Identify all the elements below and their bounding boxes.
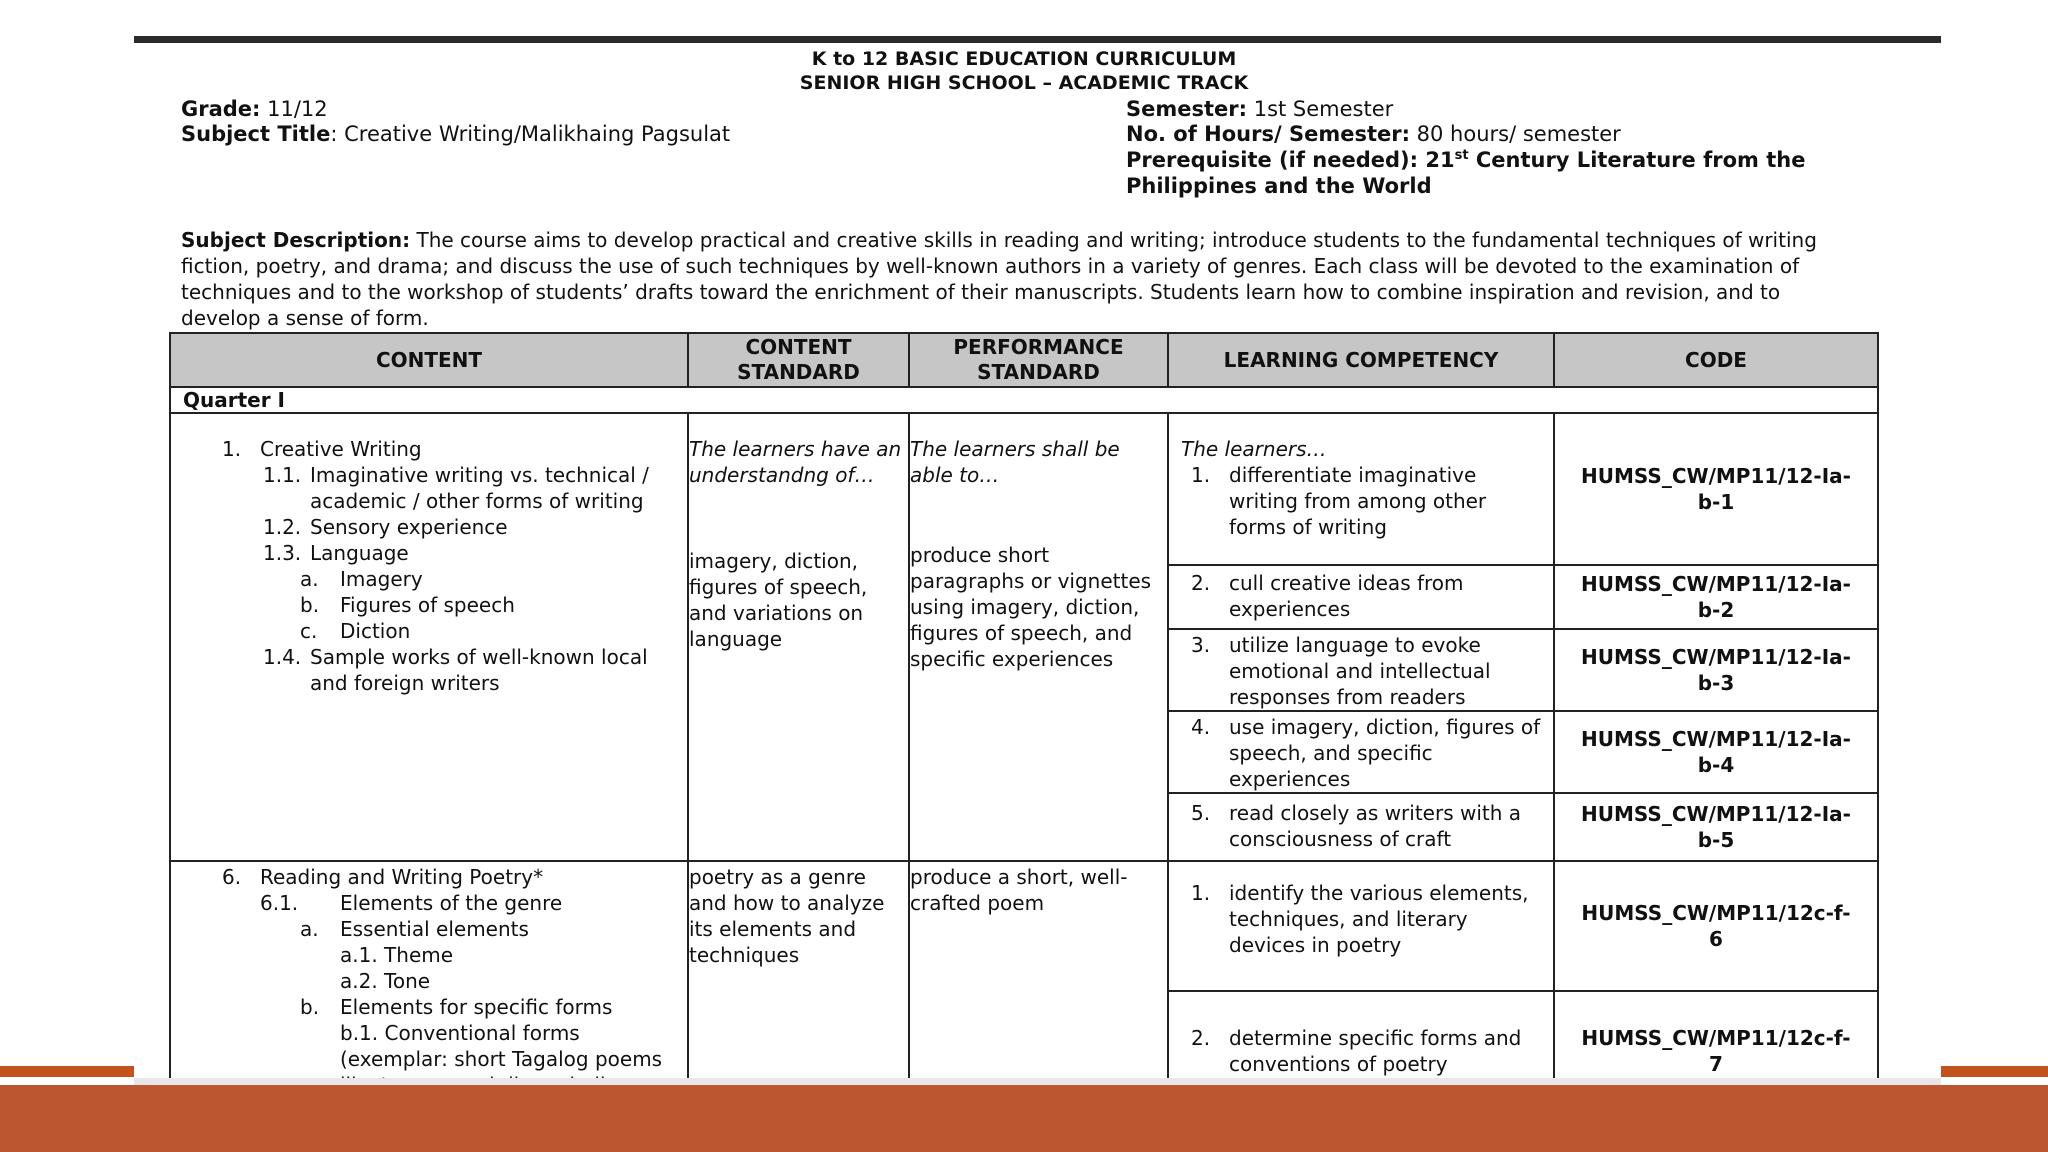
accent-bar-left <box>0 1066 134 1077</box>
competency-num: 3. <box>1191 633 1211 657</box>
outline-text: Imagery <box>340 567 423 591</box>
outline-text: Elements of the genre <box>340 891 563 915</box>
table-row <box>170 861 1878 991</box>
competency-2 <box>1169 570 1553 622</box>
content-standard-cell-2 <box>688 861 909 1111</box>
content-list-item <box>171 942 687 968</box>
header-content: CONTENT <box>170 333 688 387</box>
competency-num: 4. <box>1191 715 1211 739</box>
prereq-label: Prerequisite (if needed): <box>1126 148 1419 172</box>
competency-num: 5. <box>1191 801 1211 825</box>
code-line-a: HUMSS_CW/MP11/12-Ia- <box>1581 572 1851 596</box>
content-cell-2 <box>170 861 688 1111</box>
competency-6 <box>1169 880 1553 958</box>
competency-num: 1. <box>1191 881 1211 905</box>
code-line-b: 6 <box>1709 927 1723 951</box>
subject-value: : Creative Writing/Malikhaing Pagsulat <box>330 122 731 146</box>
outline-number: c. <box>300 619 318 643</box>
competency-cell-1 <box>1168 413 1554 565</box>
outline-number: a. <box>300 567 319 591</box>
content-standard-cell-1 <box>688 413 909 861</box>
outline-text: Sensory experience <box>310 515 508 539</box>
content-cell-1 <box>170 413 688 861</box>
outline-text: Essential elements <box>340 917 529 941</box>
grade-value: 11/12 <box>260 97 328 121</box>
outline-text: (exemplar: short Tagalog poems <box>340 1047 663 1071</box>
grade-label: Grade: <box>181 97 261 121</box>
content-list-item <box>171 566 687 592</box>
header-ps-line1: PERFORMANCE <box>953 335 1124 359</box>
outline-text: Elements for specific forms <box>340 995 613 1019</box>
outline-text: a.2. Tone <box>340 969 431 993</box>
ps-body-1: produce short paragraphs or vignettes using imagery, diction, figures of speech, and specific experiences <box>910 543 1152 671</box>
slide-footer-band <box>0 1085 2048 1152</box>
competency-text: use imagery, diction, figures of speech, and specific experiences <box>1229 715 1541 791</box>
outline-number: b. <box>300 593 320 617</box>
content-list-item <box>171 670 687 696</box>
competency-text: utilize language to evoke emotional and intellectual responses from readers <box>1229 633 1491 709</box>
competency-cell-3 <box>1168 629 1554 711</box>
quarter-row <box>170 387 1878 413</box>
semester-value: 1st Semester <box>1247 97 1394 121</box>
subject-label: Subject Title <box>181 122 331 146</box>
quarter-label: Quarter I <box>170 387 1878 413</box>
code-cell-6 <box>1554 861 1878 991</box>
content-list-2 <box>171 864 687 1098</box>
content-list-item <box>171 462 687 488</box>
outline-text: Diction <box>340 619 411 643</box>
code-line-a: HUMSS_CW/MP11/12-Ia- <box>1581 802 1851 826</box>
prereq-sup: st <box>1454 148 1469 163</box>
content-list-item <box>171 592 687 618</box>
description-text: The course aims to develop practical and creative skills in reading and writing; introduce students to the fundamental techniques of writing fiction, poetry, and drama; and discuss the use of such techniques by well-known authors in a variety of genres. Each class will be devoted to the examination of techniques and to the workshop of students’ drafts toward the enrichment of their manuscripts. Students learn how to combine inspiration and revision, and to develop a sense of form. <box>181 228 1817 330</box>
performance-standard-cell-1 <box>909 413 1168 861</box>
content-list-item <box>171 864 687 890</box>
subject-description <box>181 227 1861 331</box>
outline-number: 6. <box>222 865 242 889</box>
competency-num: 1. <box>1191 463 1211 487</box>
cs-body-2: poetry as a genre and how to analyze its elements and techniques <box>689 865 885 967</box>
content-list-item <box>171 1020 687 1046</box>
lc-intro: The learners… <box>1181 437 1327 461</box>
accent-bar-right <box>1941 1066 2048 1077</box>
competency-text: differentiate imaginative writing from among other forms of writing <box>1229 463 1487 539</box>
outline-number: 1.4. <box>263 645 302 669</box>
subject-title-line <box>181 122 730 146</box>
content-list-item <box>171 540 687 566</box>
competency-text: determine specific forms and conventions of poetry <box>1229 1026 1522 1076</box>
content-list-1 <box>171 436 687 696</box>
code-line-a: HUMSS_CW/MP11/12-Ia- <box>1581 645 1851 669</box>
content-list-item <box>171 488 687 514</box>
outline-number: b. <box>300 995 320 1019</box>
ps-body-2: produce a short, well-crafted poem <box>910 865 1128 915</box>
code-cell-1 <box>1554 413 1878 565</box>
code-line-a: HUMSS_CW/MP11/12c-f- <box>1581 1026 1851 1050</box>
outline-text: b.1. Conventional forms <box>340 1021 580 1045</box>
outline-text: academic / other forms of writing <box>310 489 644 513</box>
header-ps-line2: STANDARD <box>977 360 1100 384</box>
header-performance-standard <box>909 333 1168 387</box>
outline-number: a. <box>300 917 319 941</box>
content-list-item <box>171 436 687 462</box>
content-list-item <box>171 994 687 1020</box>
semester-line <box>1126 97 1393 121</box>
prereq-value-a: 21 <box>1418 148 1455 172</box>
competency-num: 2. <box>1191 571 1211 595</box>
table-row <box>170 413 1878 565</box>
competency-cell-6 <box>1168 861 1554 991</box>
competency-cell-4 <box>1168 711 1554 793</box>
header-code: CODE <box>1554 333 1878 387</box>
cs-body-1: imagery, diction, figures of speech, and variations on language <box>689 549 868 651</box>
hours-line <box>1126 122 1621 146</box>
code-line-b: b-1 <box>1697 490 1735 514</box>
curriculum-title: K to 12 BASIC EDUCATION CURRICULUM <box>811 48 1237 70</box>
code-cell-4 <box>1554 711 1878 793</box>
outline-text: a.1. Theme <box>340 943 454 967</box>
competency-5 <box>1169 800 1553 852</box>
competency-text: read closely as writers with a consciousness of craft <box>1229 801 1522 851</box>
code-cell-2 <box>1554 565 1878 629</box>
table-header-row <box>170 333 1878 387</box>
content-list-item <box>171 890 687 916</box>
semester-label: Semester: <box>1126 97 1248 121</box>
header-cs-line1: CONTENT <box>745 335 852 359</box>
header-content-standard <box>688 333 909 387</box>
code-line-b: b-2 <box>1697 598 1735 622</box>
code-line-b: b-4 <box>1697 753 1735 777</box>
content-list-item <box>171 618 687 644</box>
code-cell-3 <box>1554 629 1878 711</box>
header-cs-line2: STANDARD <box>737 360 860 384</box>
outline-text: Imaginative writing vs. technical / <box>310 463 649 487</box>
content-list-item <box>171 1046 687 1072</box>
outline-number: 6.1. <box>260 891 299 915</box>
code-line-a: HUMSS_CW/MP11/12-Ia- <box>1581 464 1851 488</box>
hours-value: 80 hours/ semester <box>1409 122 1621 146</box>
code-line-b: b-5 <box>1697 828 1735 852</box>
outline-text: Figures of speech <box>340 593 515 617</box>
competency-cell-2 <box>1168 565 1554 629</box>
competency-7 <box>1169 1025 1553 1077</box>
hours-label: No. of Hours/ Semester: <box>1126 122 1410 146</box>
track-title: SENIOR HIGH SCHOOL – ACADEMIC TRACK <box>799 72 1249 94</box>
content-list-item <box>171 916 687 942</box>
code-line-b: 7 <box>1709 1052 1723 1076</box>
ps-intro: The learners shall be able to… <box>910 437 1120 487</box>
code-line-a: HUMSS_CW/MP11/12c-f- <box>1581 901 1851 925</box>
competency-text: identify the various elements, techniques, and literary devices in poetry <box>1229 881 1529 957</box>
outline-number: 1.1. <box>263 463 302 487</box>
competency-num: 2. <box>1191 1026 1211 1050</box>
outline-text: Creative Writing <box>260 437 422 461</box>
code-cell-5 <box>1554 793 1878 861</box>
prerequisite-line <box>1126 148 1805 172</box>
slide-top-rule <box>134 36 1941 43</box>
content-list-item <box>171 968 687 994</box>
header-learning-competency: LEARNING COMPETENCY <box>1168 333 1554 387</box>
description-label: Subject Description: <box>181 228 411 252</box>
outline-text: Sample works of well-known local <box>310 645 648 669</box>
outline-text: Reading and Writing Poetry* <box>260 865 544 889</box>
outline-number: 1.3. <box>263 541 302 565</box>
outline-text: Language <box>310 541 409 565</box>
code-line-a: HUMSS_CW/MP11/12-Ia- <box>1581 727 1851 751</box>
content-list-item <box>171 644 687 670</box>
prereq-value-b: Century Literature from the <box>1468 148 1806 172</box>
page-edge-strip <box>134 1078 1941 1085</box>
competency-cell-5 <box>1168 793 1554 861</box>
competency-1 <box>1169 462 1553 540</box>
competency-4 <box>1169 714 1553 792</box>
code-line-b: b-3 <box>1697 671 1735 695</box>
competency-3 <box>1169 632 1553 710</box>
outline-number: 1.2. <box>263 515 302 539</box>
performance-standard-cell-2 <box>909 861 1168 1111</box>
content-list-item <box>171 514 687 540</box>
prerequisite-line-2: Philippines and the World <box>1126 174 1432 198</box>
outline-text: and foreign writers <box>310 671 500 695</box>
competency-text: cull creative ideas from experiences <box>1229 571 1464 621</box>
outline-number: 1. <box>222 437 242 461</box>
cs-intro: The learners have an understandng of… <box>689 437 902 487</box>
curriculum-table <box>169 332 1879 1112</box>
grade-line <box>181 97 328 121</box>
